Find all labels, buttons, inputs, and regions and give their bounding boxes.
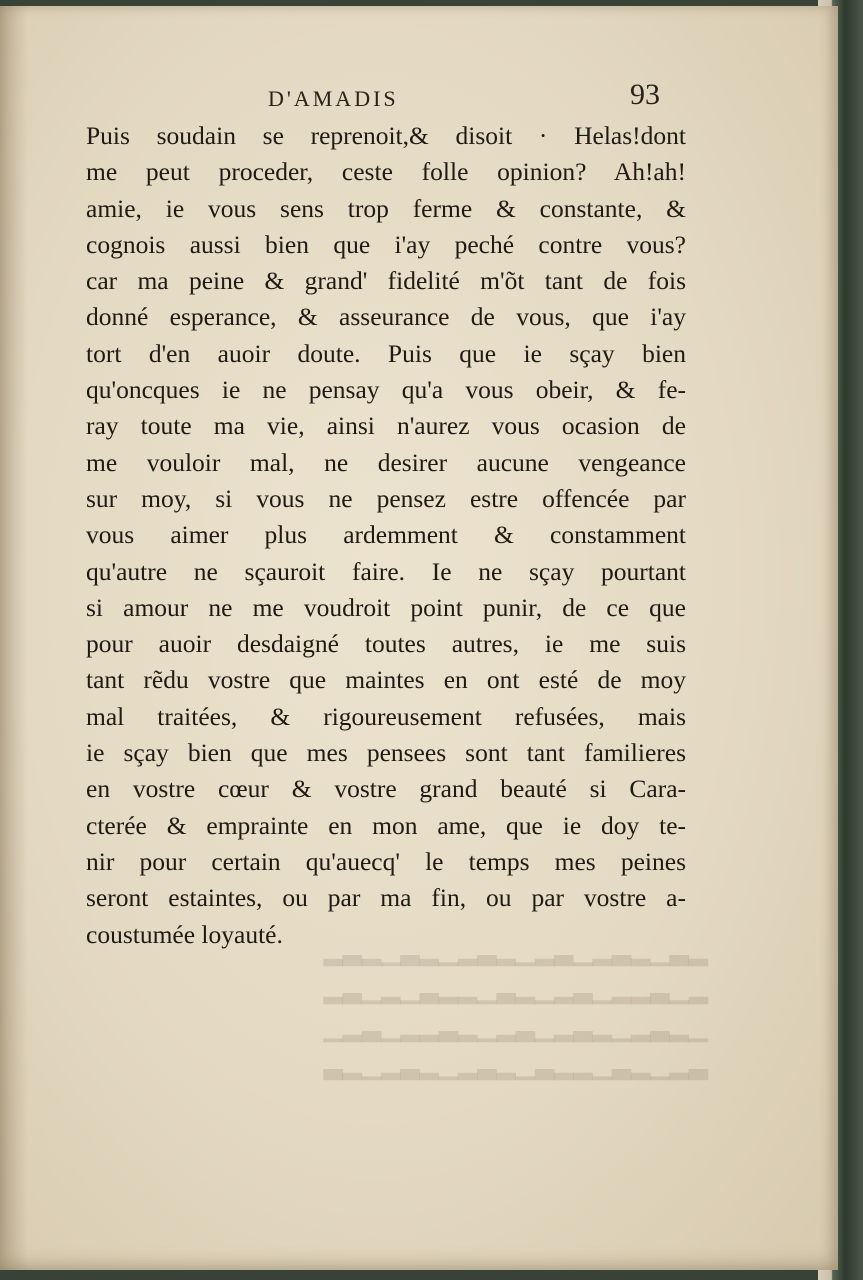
text-line: ray toute ma vie, ainsi n'aurez vous ocasion de (86, 411, 686, 441)
text-line: car ma peine & grand' fidelité m'õt tant de fois (86, 266, 686, 296)
text-line: sur moy, si vous ne pensez estre offencée par (86, 483, 686, 513)
text-line: donné esperance, & asseurance de vous, que i'ay (86, 302, 686, 332)
text-line: nir pour certain qu'auecq' le temps mes peines (86, 846, 686, 876)
text-line: me peut proceder, ceste folle opinion? Ah!ah! (86, 157, 686, 187)
text-line: Puis soudain se reprenoit,& disoit · Helas!dont (86, 121, 686, 150)
text-line: cognois aussi bien que i'ay peché contre vous? (86, 229, 686, 259)
running-head: D'AMADIS (268, 86, 399, 111)
page-leaf (0, 6, 838, 1270)
page-gutter-shadow (0, 6, 28, 1270)
text-line: me vouloir mal, ne desirer aucune vengeance (86, 447, 686, 477)
text-line: mal traitées, & rigoureusement refusées, mais (86, 701, 686, 731)
bleed-through-text: ▂▃▁▂▃▂▁▃▂▁▂▃▂▁▂▃▁▂▃▂ ▂▁▃▂▂▁▃▂▁▂▃▁▂▂▃▁▂▁▃▂ ▁▂▃▂▁▂▃▂▁▃▂▁▂▃▂▂▁▃▂▁ ▃▂▁▂▃▁▂▂▃▁▂▃▂▁▂▃▂▁▂▃ (323, 939, 708, 1080)
text-line: tort d'en auoir doute. Puis que ie sçay bien (86, 338, 686, 368)
text-line: tant rẽdu vostre que maintes en ont esté de moy (86, 665, 686, 695)
body-text (86, 118, 686, 953)
text-line: amie, ie vous sens trop ferme & constante, & (86, 193, 686, 223)
page-number: 93 (630, 78, 660, 111)
text-line: ie sçay bien que mes pensees sont tant familieres (86, 738, 686, 768)
text-line: pour auoir desdaigné toutes autres, ie me suis (86, 629, 686, 659)
text-line: qu'oncques ie ne pensay qu'a vous obeir, & fe- (86, 375, 686, 405)
text-line: vous aimer plus ardemment & constamment (86, 520, 686, 550)
text-line: cterée & emprainte en mon ame, que ie doy te- (86, 810, 686, 840)
text-line: qu'autre ne sçauroit faire. Ie ne sçay pourtant (86, 556, 686, 586)
text-line-last: coustumée loyauté. (86, 919, 283, 949)
text-line: si amour ne me voudroit point punir, de ce que (86, 592, 686, 622)
text-line: en vostre cœur & vostre grand beauté si Cara- (86, 774, 686, 804)
text-line: seront estaintes, ou par ma fin, ou par vostre a- (86, 883, 686, 913)
